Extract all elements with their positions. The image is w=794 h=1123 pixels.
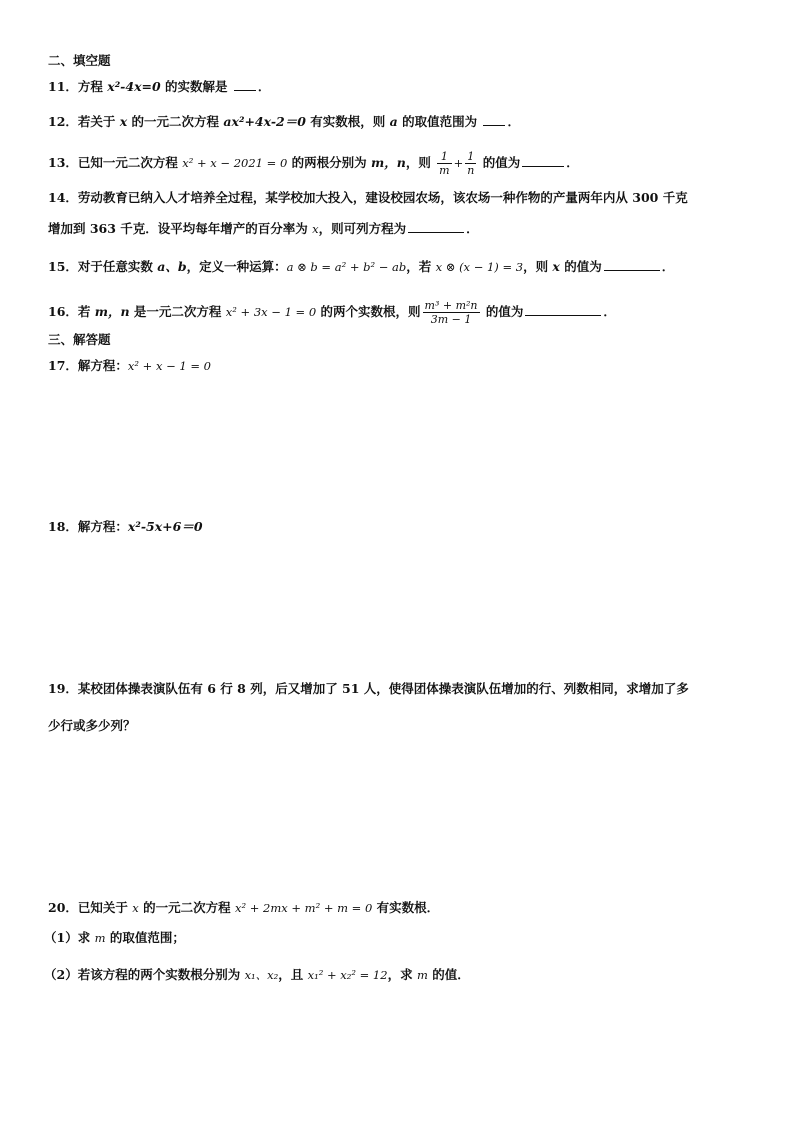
q16-fraction: $\frac{\text{m³ + m²n}}{3m - 1}$: [424, 299, 478, 326]
q16-equation: x² + 3x − 1 = 0: [225, 305, 317, 319]
q12-equation: ax²+4x-2＝0: [223, 114, 306, 129]
question-15: 15．对于任意实数 a、b，定义一种运算：a ⊗ b = a² + b² − ab，若 x ⊗ (x − 1) = 3，则 x 的值为 ．: [48, 259, 675, 274]
q20-equation: x² + 2mx + m² + m = 0: [234, 901, 373, 915]
question-20: 20．已知关于 x 的一元二次方程 x² + 2mx + m² + m = 0 有实数根．: [48, 900, 440, 915]
q16-answer-blank[interactable]: [525, 303, 601, 316]
q15-definition: a ⊗ b = a² + b² − ab: [286, 260, 407, 274]
q15-answer-blank[interactable]: [604, 258, 660, 271]
q12-answer-blank[interactable]: [483, 113, 505, 126]
q11-answer-blank[interactable]: [234, 78, 256, 91]
section-solve-title: 三、解答题: [48, 332, 111, 347]
section-fill-in-title: 二、填空题: [48, 53, 111, 68]
question-19-line-1: 19．某校团体操表演队伍有 6 行 8 列，后又增加了 51 人，使得团体操表演队伍增加的行、列数相同，求增加了多: [48, 681, 689, 696]
question-14-line-1: 14．劳动教育已纳入人才培养全过程，某学校加大投入，建设校园农场，该农场一种作物的产量两年内从 300 千克: [48, 190, 688, 205]
q13-equation: x² + x − 2021 = 0: [182, 156, 288, 170]
question-17: 17．解方程：x² + x − 1 = 0: [48, 358, 211, 373]
q13-fraction-1: $\frac{1}{m}$: [439, 150, 450, 177]
q11-equation: x²-4x=0: [107, 79, 161, 94]
question-12: 12．若关于 x 的一元二次方程 ax²+4x-2＝0 有实数根，则 a 的取值范围为 ．: [48, 114, 520, 129]
q13-answer-blank[interactable]: [522, 154, 564, 167]
question-13: 13．已知一元二次方程 x² + x − 2021 = 0 的两根分别为 m，n，则 $\frac{1}{m}$ + $\frac{1}{n}$ 的值为 ．: [48, 150, 579, 177]
question-20-part-1: （1）求 m 的取值范围；: [44, 930, 185, 945]
question-20-part-2: （2）若该方程的两个实数根分别为 x₁、x₂，且 x₁² + x₂² = 12，求 m 的值．: [44, 967, 470, 982]
question-16: 16．若 m，n 是一元二次方程 x² + 3x − 1 = 0 的两个实数根，则 $\frac{\text{m³ + m²n}}{3m - 1}$ 的值为 ．: [48, 299, 616, 326]
question-19-line-2: 少行或多少列？: [48, 718, 136, 733]
q15-condition: x ⊗ (x − 1) = 3: [435, 260, 524, 274]
question-14-line-2: 增加到 363 千克．设平均每年增产的百分率为 x，则可列方程为 ．: [48, 221, 479, 236]
q18-equation: x²-5x+6＝0: [127, 519, 203, 534]
q14-answer-blank[interactable]: [408, 220, 464, 233]
q17-equation: x² + x − 1 = 0: [127, 359, 211, 373]
q13-fraction-2: $\frac{1}{n}$: [467, 150, 475, 177]
question-18: 18．解方程：x²-5x+6＝0: [48, 519, 203, 534]
question-11: 11．方程 x²-4x=0 的实数解是 ．: [48, 79, 271, 94]
q20-condition: x₁² + x₂² = 12: [307, 968, 388, 982]
